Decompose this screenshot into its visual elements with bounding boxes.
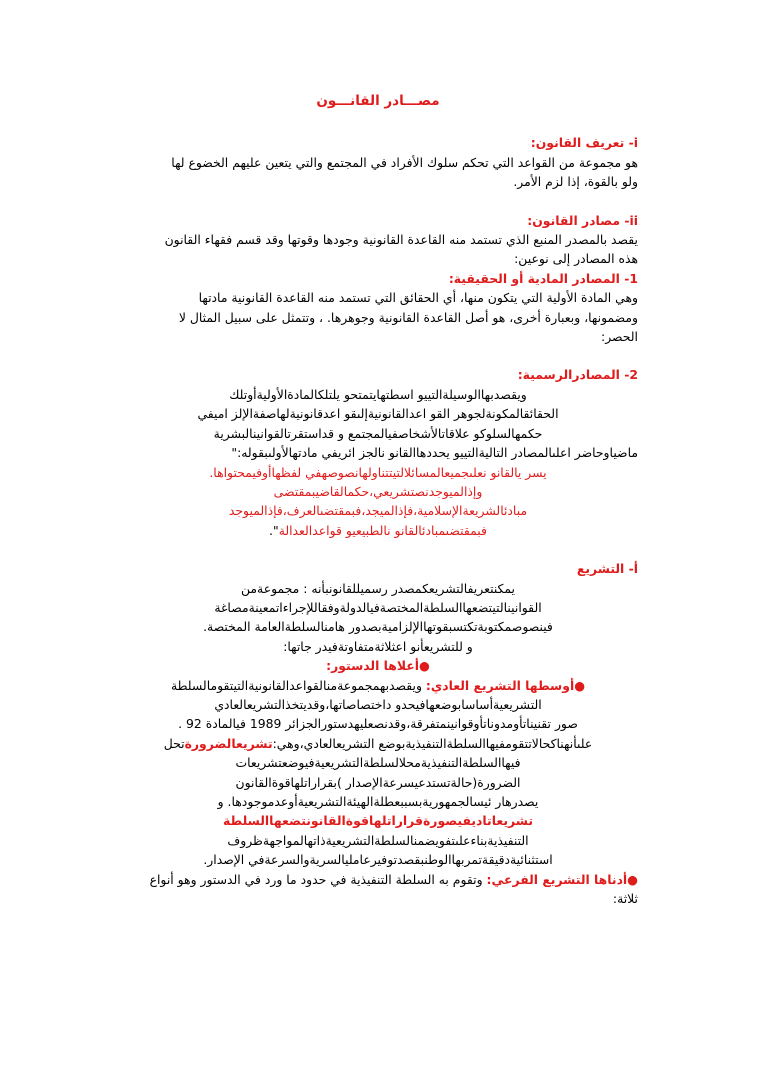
paragraph-line: وتقوم به السلطة التنفيذية في حدود ما ورد في الدستور وهو أنواع — [149, 871, 487, 887]
subsection-material-heading: 1- المصادر المادية أو الحقيقية: — [448, 270, 638, 286]
paragraph-line: يمكنتعريفالتشريعكمصدر رسميللقانونبأنه : مجموعةمن — [240, 580, 516, 596]
paragraph-line: فينصوصمكتوبةتكتسبقوتهاالإلزاميةبصدور هامنالسلطةالعامة المختصة. — [203, 619, 553, 635]
paragraph-line: فيهاالسلطةالتنفيذيةمحلالسلطةالتشريعيةفيوضعتشريعات — [235, 755, 521, 771]
bullet-ordinary-label: ●أوسطها التشريع العادي: — [425, 677, 586, 693]
paragraph-line: ويقصدبهاالوسيلةالتييو اسطتهايتمتحو يلتلكالمادةالأوليةأوتلك — [229, 386, 527, 402]
paragraph-line: هو مجموعة من القواعد التي تحكم سلوك الأفراد في المجتمع والتي يتعين عليهم الخضوع لها — [171, 154, 638, 170]
legislation-heading: أ- التشريع — [576, 561, 638, 577]
paragraph-line: ويقصدبهمجموعةمنالقواعدالقانونيةالتيتقومالسلطة — [170, 677, 426, 693]
bullet-subsidiary-label: ●أدناها التشريع الفرعي: — [486, 871, 638, 887]
paragraph-line: القوانينالتيتضعهاالسلطةالمختصةفيالدولةوفقاللإجراءاتمعينةمصاغة — [214, 599, 542, 615]
paragraph-line: ومضمونها، وبعبارة أخرى، هو أصل القاعدة القانونية وجوهرها. ، وتتمثل على سبيل المثال لا — [178, 309, 638, 325]
page-title: مصـــادر القانـــون — [316, 93, 440, 109]
section-sources-heading: ii- مصادر القانون: — [527, 212, 638, 228]
paragraph-line: الحقائقالمكونةلجوهر القو اعدالقانونيةإلىقو اعدقانونيةلهاصفةالإلز اميفي — [197, 406, 559, 422]
quote-end: ". — [269, 522, 279, 538]
quote-line: فبمقتضىمبادئالقانو نالطبيعيو قواعدالعدالة — [278, 522, 487, 538]
paragraph-line: صور تقنيناتأومدوناتأوقوانينمتفرقة،وقدنصعليهدستورالجزائر 1989 فيالمادة 92 . — [178, 716, 578, 732]
section-definition-heading: i- تعريف القانون: — [530, 135, 638, 151]
bullet-constitution: ●أعلاها الدستور: — [326, 658, 430, 674]
paragraph-line: الحصر: — [601, 329, 638, 345]
quote-line: وإذالميوجدنصتشريعي،حكمالقاضيبمقتضى — [273, 483, 483, 499]
paragraph-line: يقصد بالمصدر المنبع الذي تستمد منه القاعدة القانونية وجودها وقوتها وقد قسم فقهاء القانون — [164, 232, 638, 248]
paragraph-line: الضرورة(حالةتستدعيسرعةالإصدار )بقراراتلهاقوةالقانون — [235, 774, 521, 790]
paragraph-line: التنفيذيةبناءعلىتفويضمنالسلطةالتشريعيةذاتهالمواجهةظروف — [227, 832, 529, 848]
paragraph-line: وهي المادة الأولية التي يتكون منها، أي الحقائق التي تستمد منه القاعدة القانونية مادتها — [198, 290, 638, 306]
paragraph-line: هذه المصادر إلى نوعين: — [514, 251, 638, 267]
quote-line: مبادئالشريعةالإسلامية،فإذالميجد،فبمقتضىالعرف،فإذالميوجد — [228, 503, 528, 519]
paragraph-line: حكمهالسلوكو علاقاتالأشخاصفيالمجتمع و قداستقرتالقوانينالبشرية — [213, 425, 543, 441]
necessity-legislation-term: تشريعالضرورة — [184, 735, 273, 751]
paragraph-line: التشريعيةأساسابوضعهافيحدو داختصاصاتها،وقديتخذالتشريعالعادي — [214, 696, 542, 712]
ordinance-term: تشريعاتاديفيصورةقراراتلهاقوةالقانونتضعهاالسلطة — [223, 813, 533, 829]
paragraph-line: تحل — [163, 735, 185, 751]
paragraph-line: و للتشريعأنو اعثلاثةمتفاوتةفيدر جاتها: — [283, 638, 473, 654]
subsection-official-heading: 2- المصادرالرسمية: — [517, 367, 638, 383]
paragraph-line: ماضياوحاضر اعلىالمصادر التاليةالتييو يحددهاالقانو نالجز ائريفي مادتهالأولىبقوله:" — [231, 445, 638, 461]
paragraph-line: ولو بالقوة، إذا لزم الأمر. — [513, 174, 638, 190]
quote-line: يسر يالقانو نعلىجميعالمسائلالتيتتناولهانصوصهفي لفظهاأوفيمحتواها. — [209, 464, 547, 480]
paragraph-line: علىأنهناكحالاتتقومفيهاالسلطةالتنفيذيةبوضع التشريعالعادي،وهي: — [272, 735, 593, 751]
paragraph-line: يصدرهار ئيسالجمهوريةبسببعطلةالهيئةالتشريعيةأوعدموجودها. و — [217, 794, 539, 809]
paragraph-line: استثنائيةدقيقةتمربهاالوطنبقصدتوفيرعامليالسريةوالسرعةفي الإصدار. — [203, 852, 553, 868]
paragraph-line: ثلاثة: — [612, 891, 638, 907]
